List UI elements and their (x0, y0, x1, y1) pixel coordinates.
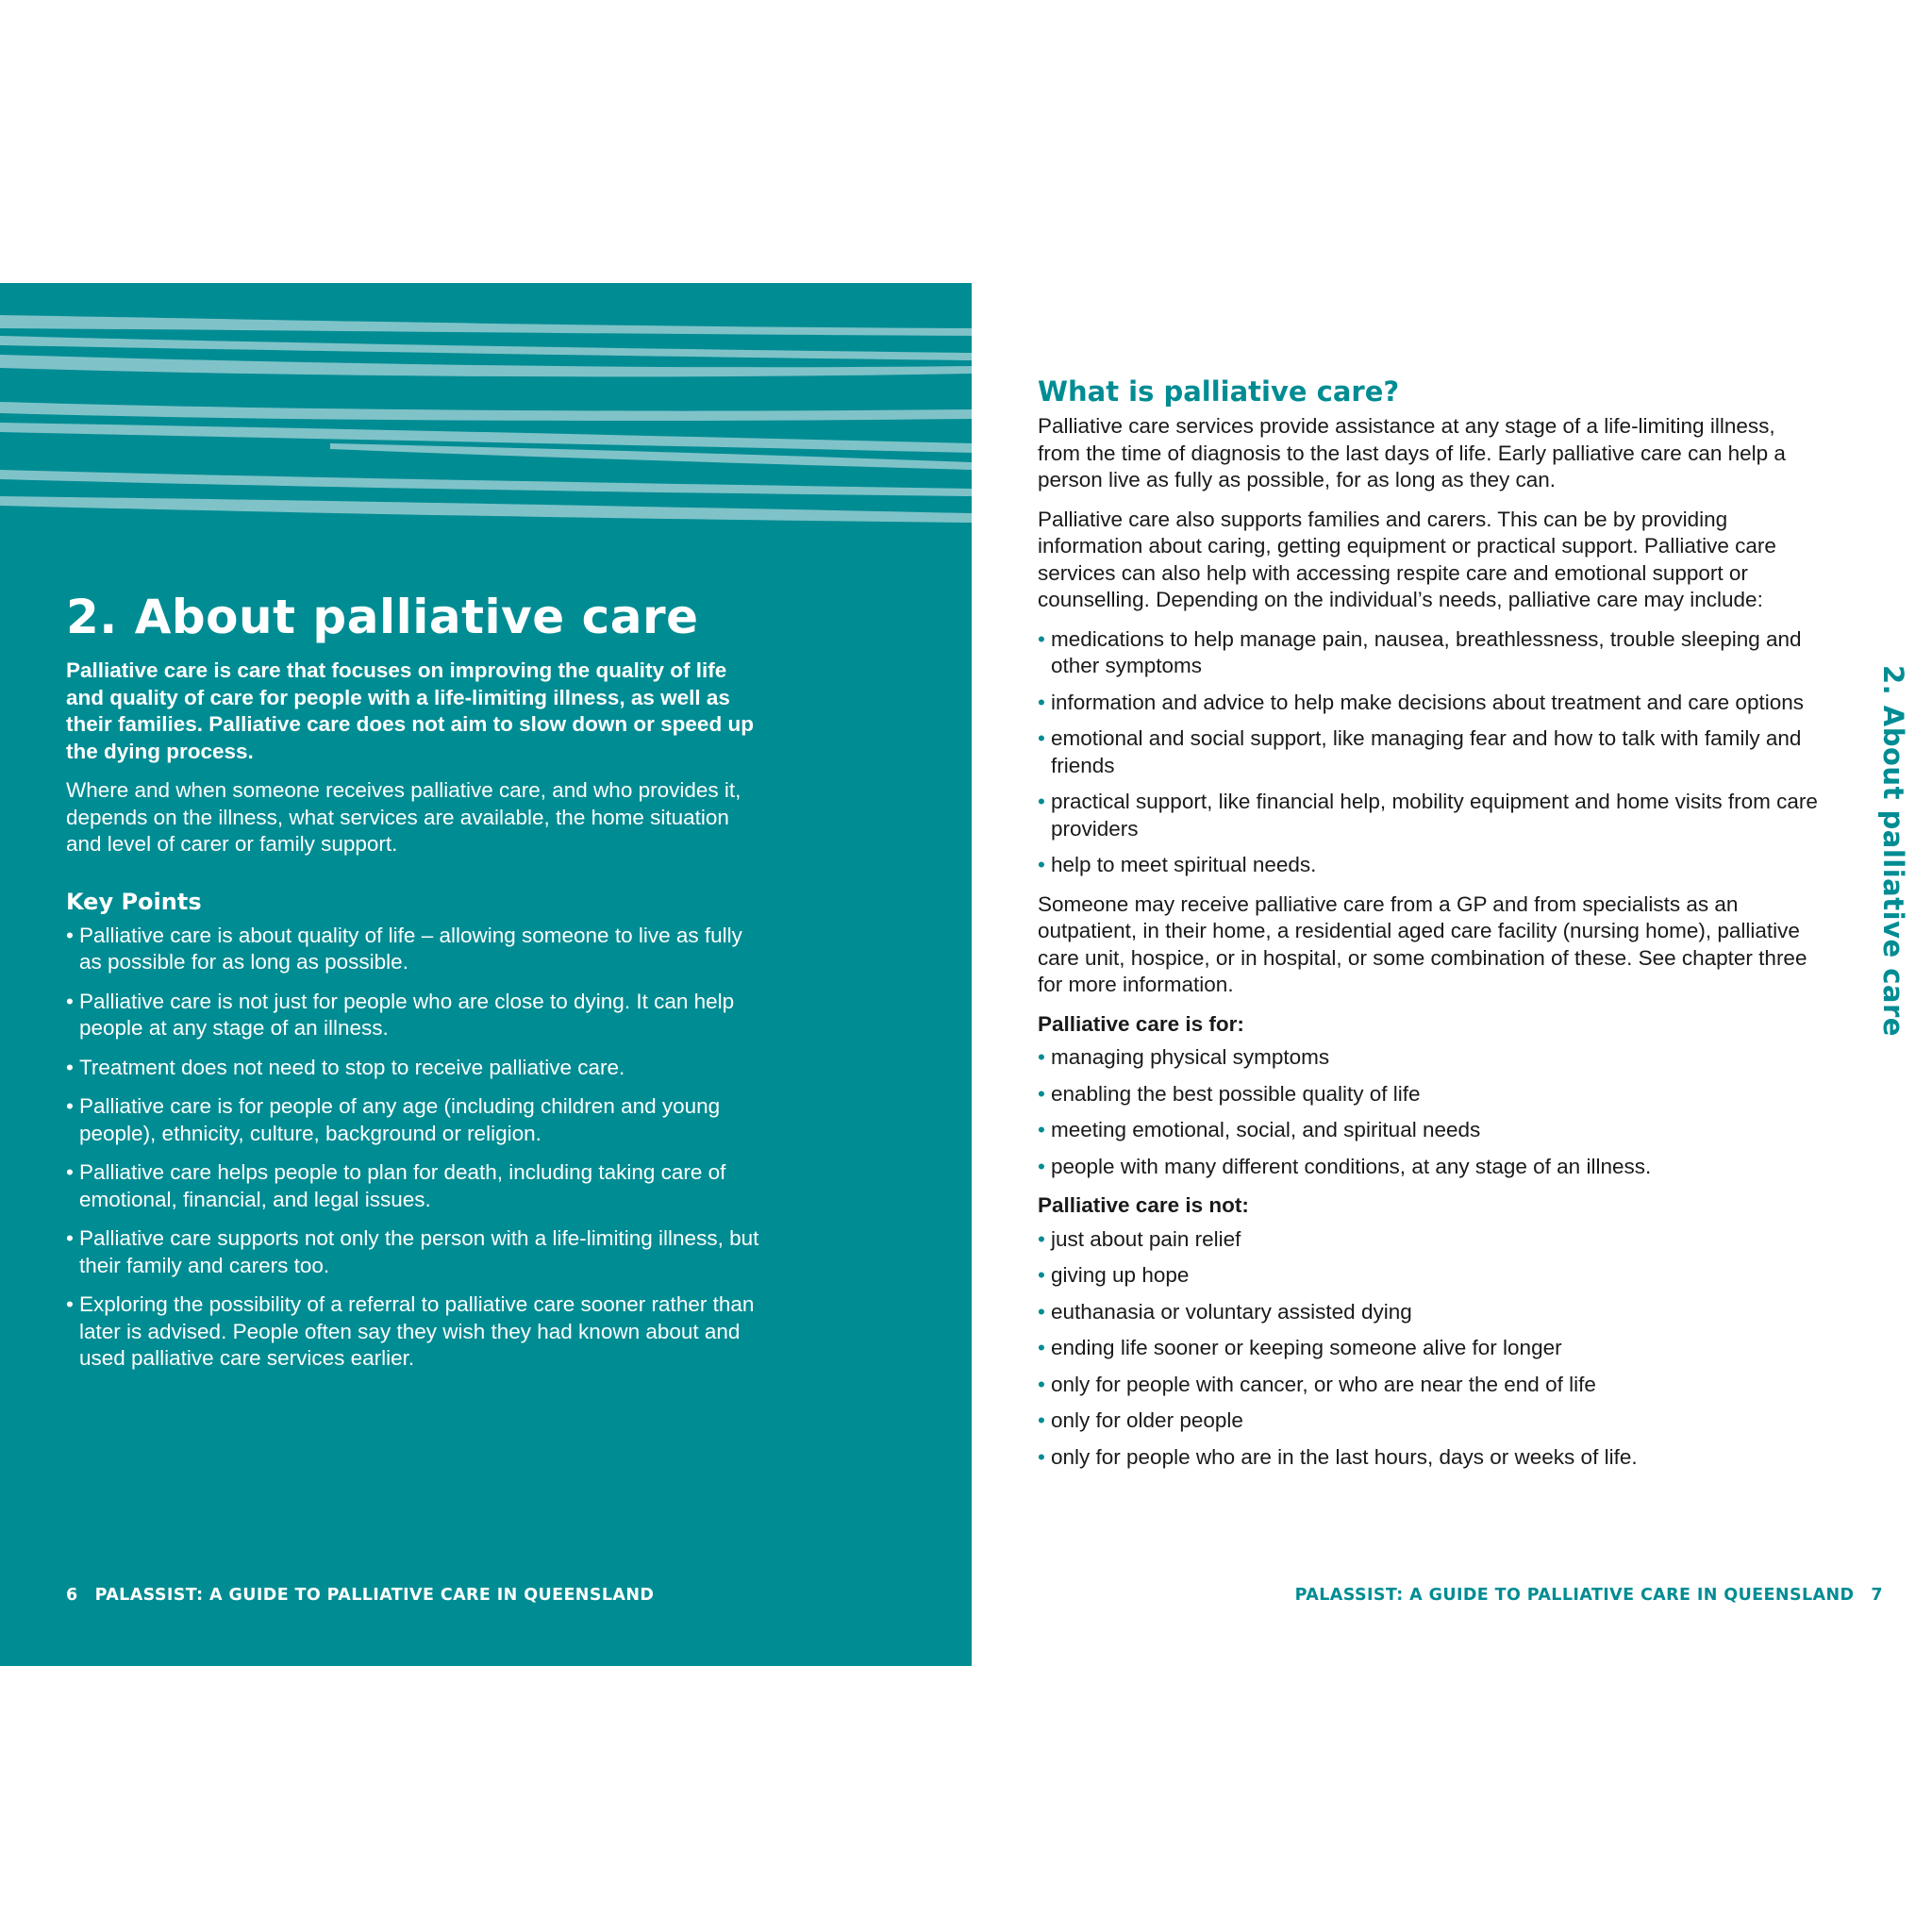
key-points-list (66, 923, 764, 1373)
list-item (1038, 1262, 1821, 1290)
list-item-text: euthanasia or voluntary assisted dying (1051, 1299, 1412, 1324)
list-item (1038, 626, 1821, 680)
list-item-text: Palliative care is for people of any age (including children and young people), ethnicity, culture, background or religion. (79, 1094, 721, 1145)
list-item (66, 923, 764, 976)
list-item (1038, 1372, 1821, 1399)
bullet-icon: • (1038, 1372, 1045, 1396)
list-item (66, 1291, 764, 1373)
list-item-text: help to meet spiritual needs. (1051, 853, 1317, 876)
list-item (1038, 1081, 1821, 1108)
list-item (1038, 1117, 1821, 1144)
list-item (66, 1093, 764, 1147)
paragraph: Palliative care services provide assistance at any stage of a life-limiting illness, from the time of diagnosis to the last days of life. Early palliative care can help a person live as fully as possible, for as long as they can. (1038, 414, 1786, 491)
list-item (1038, 1226, 1821, 1254)
section-title: What is palliative care? (1038, 375, 1400, 408)
list-item-text: emotional and social support, like managing fear and how to talk with family and friends (1051, 726, 1802, 777)
key-points-heading: Key Points (66, 888, 202, 915)
bullet-icon: • (1038, 1336, 1045, 1359)
document-spread (0, 283, 1932, 1666)
list-item-text: enabling the best possible quality of life (1051, 1081, 1421, 1106)
list-item-text: practical support, like financial help, mobility equipment and home visits from care providers (1051, 790, 1818, 841)
list-item (1038, 1154, 1821, 1181)
bullet-icon: • (1038, 1045, 1045, 1069)
footer-right (1295, 1586, 1883, 1605)
list-item-text: giving up hope (1051, 1263, 1190, 1287)
not-list (1038, 1226, 1821, 1472)
list-item-text: only for older people (1051, 1408, 1243, 1432)
bullet-icon: • (1038, 626, 1045, 651)
page-number: 7 (1871, 1586, 1883, 1605)
bullet-icon: • (1038, 1408, 1045, 1432)
left-page (0, 283, 972, 1666)
footer-title: PALASSIST: A GUIDE TO PALLIATIVE CARE IN QUEENSLAND (94, 1586, 655, 1605)
bullet-icon: • (1038, 1118, 1045, 1141)
list-item-text: Palliative care is about quality of life – allowing someone to live as fully as possible for as long as possible. (79, 923, 742, 974)
list-item-text: just about pain relief (1051, 1226, 1241, 1251)
list-item-text: only for people with cancer, or who are near the end of life (1051, 1372, 1596, 1396)
intro-lead: Palliative care is care that focuses on improving the quality of life and quality of care for people with a life-limiting illness, as well as their families. Palliative care does not aim to slow down or speed up the dying process. (66, 658, 754, 763)
bullet-icon: • (1038, 1226, 1045, 1251)
for-heading: Palliative care is for: (1038, 1011, 1244, 1036)
list-item-text: people with many different conditions, at any stage of an illness. (1051, 1154, 1652, 1178)
list-item (1038, 1407, 1821, 1435)
not-heading: Palliative care is not: (1038, 1193, 1249, 1217)
include-list (1038, 626, 1821, 879)
list-item (66, 989, 764, 1042)
footer-title: PALASSIST: A GUIDE TO PALLIATIVE CARE IN QUEENSLAND (1294, 1586, 1855, 1605)
list-item (66, 1159, 764, 1213)
paragraph: Palliative care also supports families and carers. This can be by providing information about caring, getting equipment or practical support. Palliative care services can also help with accessing respite care and emotional support or counselling. Depending on the individual’s needs, palliative care may include: (1038, 507, 1776, 611)
for-list (1038, 1044, 1821, 1180)
list-item (66, 1055, 764, 1082)
list-item-text: information and advice to help make decisions about treatment and care options (1051, 690, 1804, 714)
bullet-icon: • (1038, 1444, 1045, 1469)
bullet-icon: • (66, 1055, 74, 1079)
list-item (1038, 690, 1821, 717)
list-item (66, 1225, 764, 1279)
list-item-text: ending life sooner or keeping someone alive for longer (1051, 1336, 1562, 1359)
right-content (1038, 375, 1821, 1483)
bullet-icon: • (1038, 690, 1045, 714)
bullet-icon: • (1038, 790, 1045, 813)
paragraph: Someone may receive palliative care from a GP and from specialists as an outpatient, in their home, a residential aged care facility (nursing home), palliative care unit, hospice, or in hospital, or some combination of these. See chapter three for more information. (1038, 891, 1807, 996)
bullet-icon: • (66, 923, 74, 947)
bullet-icon: • (66, 1226, 74, 1250)
bullet-icon: • (1038, 853, 1045, 876)
list-item-text: meeting emotional, social, and spiritual needs (1051, 1118, 1481, 1141)
list-item-text: Palliative care supports not only the person with a life-limiting illness, but their family and carers too. (79, 1226, 759, 1277)
bullet-icon: • (1038, 726, 1045, 750)
list-item (1038, 1299, 1821, 1326)
bullet-icon: • (66, 1094, 74, 1118)
list-item (1038, 852, 1821, 879)
list-item-text: only for people who are in the last hours, days or weeks of life. (1051, 1444, 1638, 1469)
bullet-icon: • (1038, 1263, 1045, 1287)
left-content (66, 590, 764, 1385)
list-item-text: Exploring the possibility of a referral to palliative care sooner rather than later is advised. People often say they wish they had known about and used palliative care services earlier. (79, 1292, 755, 1370)
chapter-title: 2. About palliative care (66, 590, 699, 644)
list-item (1038, 1335, 1821, 1362)
list-item (1038, 1444, 1821, 1472)
list-item-text: managing physical symptoms (1051, 1045, 1330, 1069)
footer-left (66, 1586, 654, 1605)
list-item-text: Palliative care helps people to plan for death, including taking care of emotional, financial, and legal issues. (79, 1160, 726, 1211)
page-number: 6 (66, 1586, 78, 1605)
decorative-waves (0, 311, 972, 538)
list-item-text: Treatment does not need to stop to receive palliative care. (79, 1055, 625, 1079)
bullet-icon: • (66, 1292, 74, 1316)
list-item-text: Palliative care is not just for people who are close to dying. It can help people at any stage of an illness. (79, 989, 735, 1040)
intro-paragraph: Where and when someone receives palliative care, and who provides it, depends on the illness, what services are available, the home situation and level of carer or family support. (66, 778, 741, 856)
bullet-icon: • (1038, 1299, 1045, 1324)
list-item (1038, 789, 1821, 842)
chapter-side-tab (1877, 665, 1909, 1037)
bullet-icon: • (66, 989, 74, 1013)
bullet-icon: • (1038, 1081, 1045, 1106)
list-item (1038, 725, 1821, 779)
list-item-text: medications to help manage pain, nausea, breathlessness, trouble sleeping and other symptoms (1051, 626, 1802, 677)
side-tab-label: 2. About palliative care (1877, 665, 1909, 1037)
list-item (1038, 1044, 1821, 1072)
bullet-icon: • (66, 1160, 74, 1184)
bullet-icon: • (1038, 1154, 1045, 1178)
